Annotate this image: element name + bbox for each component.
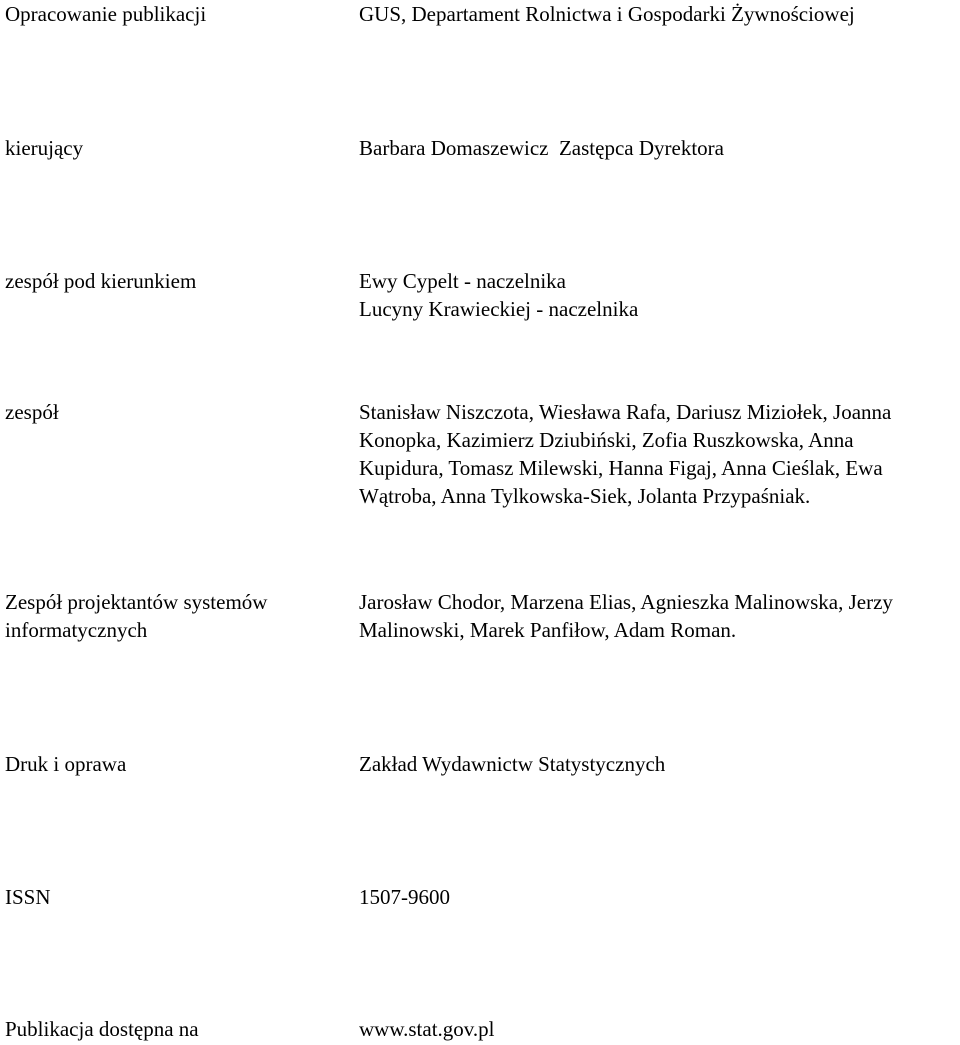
label-line: kierujący	[5, 136, 84, 160]
value-website	[359, 1015, 959, 1043]
value-line: GUS, Departament Rolnictwa i Gospodarki Żywnościowej	[359, 2, 855, 26]
value-prepared-by	[359, 0, 959, 28]
label-line: Publikacja dostępna na	[5, 1017, 199, 1041]
value-line: Barbara Domaszewicz Zastępca Dyrektora	[359, 136, 724, 160]
label-line: Zespół projektantów systemów	[5, 590, 268, 614]
label-line: Druk i oprawa	[5, 752, 127, 776]
value-line: 1507-9600	[359, 885, 450, 909]
label-line: ISSN	[5, 885, 51, 909]
label-line: zespół	[5, 400, 59, 424]
label-available-at	[5, 1015, 335, 1043]
value-line: Ewy Cypelt - naczelnika	[359, 269, 567, 293]
value-team-led-by	[359, 267, 959, 323]
value-line: Kupidura, Tomasz Milewski, Hanna Figaj, Anna Cieślak, Ewa	[359, 456, 883, 480]
value-issn	[359, 883, 959, 911]
value-printing	[359, 750, 959, 778]
label-line: zespół pod kierunkiem	[5, 269, 197, 293]
value-line: www.stat.gov.pl	[359, 1017, 495, 1041]
label-line: informatycznych	[5, 618, 148, 642]
value-line: Lucyny Krawieckiej - naczelnika	[359, 297, 639, 321]
value-line: Stanisław Niszczota, Wiesława Rafa, Dariusz Miziołek, Joanna	[359, 400, 892, 424]
value-team	[359, 398, 959, 510]
label-prepared-by	[5, 0, 335, 28]
value-line: Jarosław Chodor, Marzena Elias, Agnieszka Malinowska, Jerzy	[359, 590, 893, 614]
label-line: Opracowanie publikacji	[5, 2, 207, 26]
label-team	[5, 398, 335, 426]
value-it-designers	[359, 588, 959, 644]
value-line: Zakład Wydawnictw Statystycznych	[359, 752, 666, 776]
label-issn	[5, 883, 335, 911]
value-directed-by	[359, 134, 959, 162]
label-printing	[5, 750, 335, 778]
label-team-led-by	[5, 267, 335, 295]
value-line: Malinowski, Marek Panfiłow, Adam Roman.	[359, 618, 737, 642]
label-directed-by	[5, 134, 335, 162]
label-it-designers	[5, 588, 335, 644]
value-line: Konopka, Kazimierz Dziubiński, Zofia Ruszkowska, Anna	[359, 428, 854, 452]
value-line: Wątroba, Anna Tylkowska-Siek, Jolanta Przypaśniak.	[359, 484, 811, 508]
